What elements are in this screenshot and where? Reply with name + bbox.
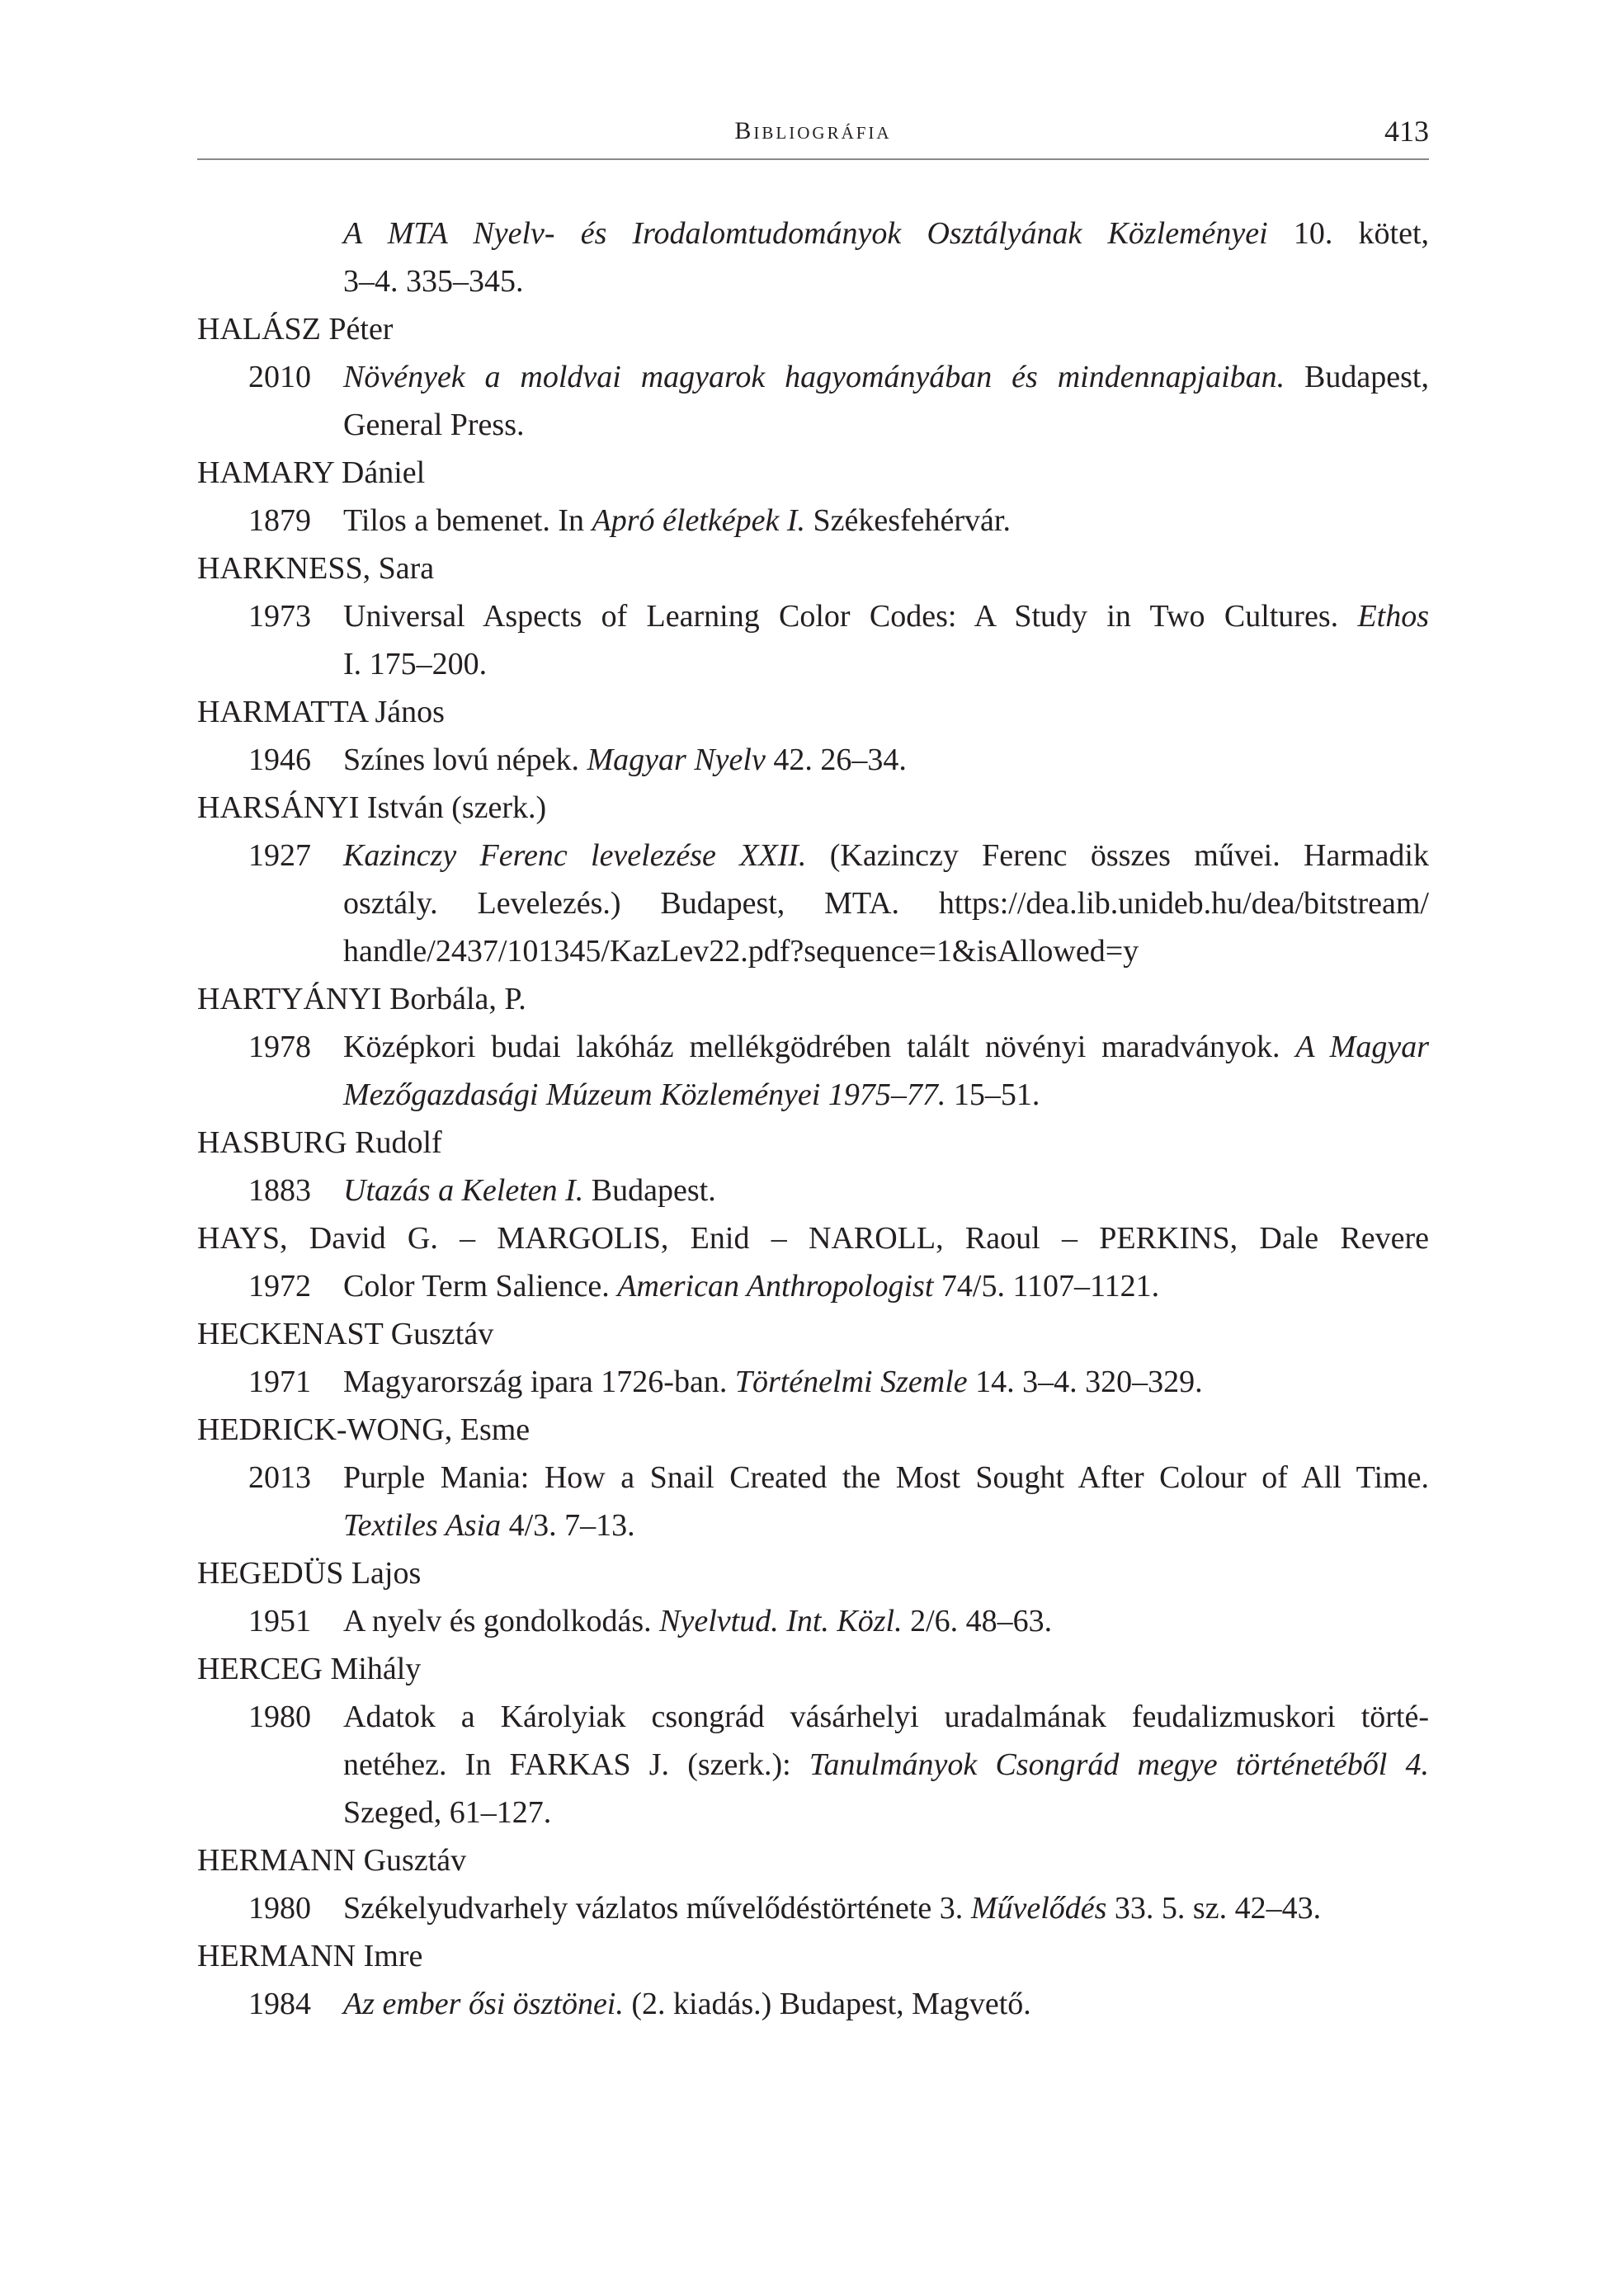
entry-line: 1971 Magyarország ipara 1726-ban. Történelmi Szemle 14. 3–4. 320–329. <box>197 1358 1429 1406</box>
entry-url-line: handle/2437/101345/KazLev22.pdf?sequence=1&isAllowed=y <box>343 934 1139 969</box>
entry-line: General Press. <box>343 408 525 442</box>
entry-author: HECKENAST Gusztáv <box>197 1317 494 1351</box>
entry-year: 1927 <box>248 838 311 873</box>
entry-line: 1951 A nyelv és gondolkodás. Nyelvtud. Int. Közl. 2/6. 48–63. <box>197 1597 1429 1645</box>
entry-line: osztály. Levelezés.) Budapest, MTA. https://dea.lib.unideb.hu/dea/bitstream/ <box>343 886 1429 921</box>
entry-author: HALÁSZ Péter <box>197 312 394 347</box>
entry-continuation-line: 3–4. 335–345. <box>343 264 524 299</box>
entry-year: 1984 <box>248 1987 311 2021</box>
entry-year: 1978 <box>248 1030 311 1064</box>
entry-line: Szeged, 61–127. <box>343 1795 552 1830</box>
entry-continuation-line: A MTA Nyelv- és Irodalomtudományok Osztályának Közleményei 10. kötet, <box>343 216 1430 251</box>
entry-author: HERCEG Mihály <box>197 1652 422 1686</box>
entry-author: HEGEDÜS Lajos <box>197 1556 422 1591</box>
entry-line: Mezőgazdasági Múzeum Közleményei 1975–77. 15–51. <box>343 1077 1040 1112</box>
running-head <box>197 109 1429 160</box>
entry-author: HARSÁNYI István (szerk.) <box>197 790 547 825</box>
entry-year: 2010 <box>248 360 311 394</box>
entry-author: HARMATTA János <box>197 695 445 729</box>
entry-year: 1951 <box>248 1604 311 1638</box>
entry-line: 1973 Universal Aspects of Learning Color Codes: A Study in Two Cultures. Ethos <box>197 592 1429 640</box>
entry-line: 1879 Tilos a bemenet. In Apró életképek I. Székesfehérvár. <box>197 497 1429 545</box>
entry-line: 1978 Középkori budai lakóház mellékgödrében talált növényi maradványok. A Magyar <box>197 1023 1429 1071</box>
entry-line: 1883 Utazás a Keleten I. Budapest. <box>197 1167 1429 1214</box>
entry-line: I. 175–200. <box>343 647 488 681</box>
entry-line: netéhez. In FARKAS J. (szerk.): Tanulmányok Csongrád megye történetéből 4. <box>343 1747 1429 1782</box>
bibliography-list <box>197 210 1429 2028</box>
entry-year: 1972 <box>248 1269 311 1304</box>
page-number: 413 <box>1384 115 1429 148</box>
entry-author: HARKNESS, Sara <box>197 551 435 586</box>
entry-author: HARTYÁNYI Borbála, P. <box>197 982 526 1016</box>
entry-line: 1984 Az ember ősi ösztönei. (2. kiadás.) Budapest, Magvető. <box>197 1980 1429 2028</box>
entry-year: 2013 <box>248 1460 311 1495</box>
entry-line: 1946 Színes lovú népek. Magyar Nyelv 42. 26–34. <box>197 736 1429 784</box>
entry-line: 2013 Purple Mania: How a Snail Created the Most Sought After Colour of All Time. <box>197 1454 1429 1502</box>
entry-line: 1980 Székelyudvarhely vázlatos művelődéstörténete 3. Művelődés 33. 5. sz. 42–43. <box>197 1884 1429 1932</box>
entry-author: HAMARY Dániel <box>197 455 426 490</box>
entry-line: Textiles Asia 4/3. 7–13. <box>343 1508 635 1543</box>
entry-line: 2010 Növények a moldvai magyarok hagyományában és mindennapjaiban. Budapest, <box>197 353 1429 401</box>
entry-author: HERMANN Imre <box>197 1939 423 1973</box>
entry-year: 1980 <box>248 1891 311 1926</box>
entry-line: 1980 Adatok a Károlyiak csongrád vásárhelyi uradalmának feudalizmuskori törté- <box>197 1693 1429 1741</box>
entry-year: 1946 <box>248 743 311 777</box>
entry-year: 1883 <box>248 1173 311 1208</box>
entry-line: 1927 Kazinczy Ferenc levelezése XXII. (Kazinczy Ferenc összes művei. Harmadik <box>197 832 1429 879</box>
entry-year: 1879 <box>248 503 311 538</box>
entry-author: HERMANN Gusztáv <box>197 1843 467 1878</box>
entry-author: HAYS, David G. – MARGOLIS, Enid – NAROLL, Raoul – PERKINS, Dale Revere <box>197 1221 1429 1256</box>
running-head-title: Bibliográfia <box>734 117 892 144</box>
entry-author: HASBURG Rudolf <box>197 1125 442 1160</box>
entry-author: HEDRICK-WONG, Esme <box>197 1412 530 1447</box>
entry-year: 1971 <box>248 1365 311 1399</box>
entry-year: 1980 <box>248 1700 311 1734</box>
entry-year: 1973 <box>248 599 311 634</box>
entry-line: 1972 Color Term Salience. American Anthropologist 74/5. 1107–1121. <box>197 1262 1429 1310</box>
